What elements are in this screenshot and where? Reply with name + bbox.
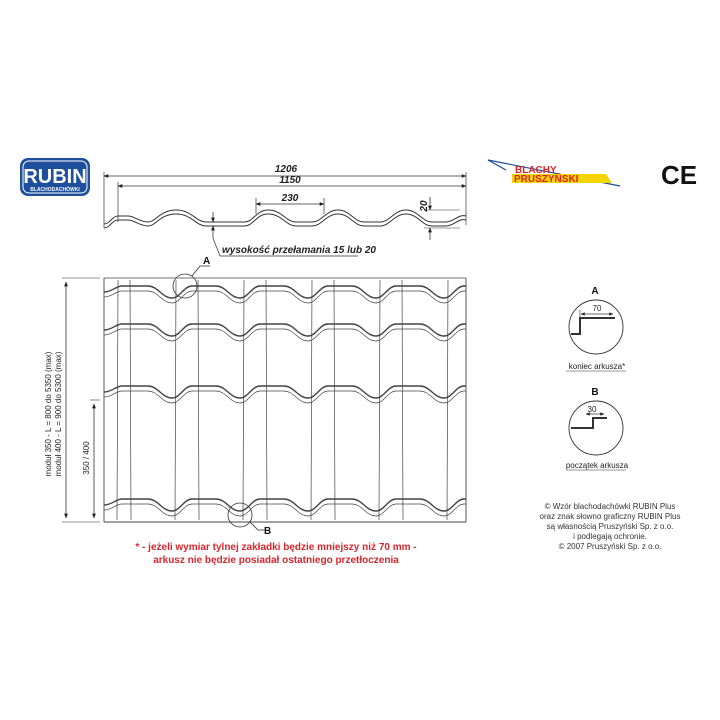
copyright-line-5: © 2007 Pruszyński Sp. z o.o.: [558, 542, 662, 551]
sheet-panel-line: [379, 280, 380, 520]
sheet-panel-line: [447, 280, 448, 520]
detail-a-caption: koniec arkusza*: [568, 362, 626, 371]
sheet-step-row: [104, 324, 466, 336]
copyright-line-3: są własnością Pruszyński Sp. z o.o.: [546, 522, 674, 531]
sheet-panel-line: [266, 280, 267, 520]
rubin-logo: [20, 158, 90, 196]
module-dim: 350 / 400: [82, 441, 91, 475]
dim-1150: 1150: [279, 175, 301, 186]
note-line-2: arkusz nie będzie posiadał ostatniego przetłoczenia: [153, 555, 399, 566]
copyright-line-1: © Wzór blachodachówki RUBIN Plus: [544, 502, 676, 511]
detail-b-letter: B: [591, 387, 599, 398]
detail-a-letter: A: [591, 286, 599, 297]
sheet-step-row-shadow: [104, 504, 466, 516]
brand-line2: PRUSZYŃSKI: [514, 174, 579, 185]
marker-a-callout: [173, 266, 210, 298]
sheet-step-row-shadow: [104, 291, 466, 303]
sheet-dimensions: [62, 278, 100, 522]
sheet-panel-line: [130, 280, 131, 520]
dim-1206: 1206: [274, 164, 298, 175]
sheet-panel-line: [198, 280, 199, 520]
sheet-panel-line: [117, 280, 118, 520]
copyright-line-2: oraz znak słowno graficzny RUBIN Plus: [539, 512, 681, 521]
sheet-step-row-shadow: [104, 391, 466, 403]
sheet-panel-line: [311, 280, 312, 520]
dim-20: 20: [419, 200, 430, 212]
copyright-line-4: i podlegają ochronie.: [573, 532, 647, 541]
sheet-panel-line: [402, 280, 403, 520]
sheet-panel-line: [243, 280, 244, 520]
detail-b-dim: 30: [587, 405, 597, 414]
side-label-2: moduł 400 - L = 900 do 5300 (max): [54, 351, 63, 477]
sheet-step-row: [104, 499, 466, 511]
note-line-1: * - jeżeli wymiar tylnej zakładki będzie mniejszy niż 70 mm -: [135, 542, 417, 553]
detail-a-dim: 70: [592, 304, 602, 313]
logo-name: RUBIN: [23, 166, 87, 188]
side-label-1: moduł 350 - L = 800 do 5350 (max): [44, 351, 53, 477]
dim-230: 230: [281, 193, 299, 204]
marker-a: A: [203, 256, 211, 267]
logo-subtitle: BLACHODACHÓWKI: [30, 187, 80, 193]
sheet-panel-line: [175, 280, 176, 520]
break-height-note: wysokość przełamania 15 lub 20: [222, 245, 376, 256]
ce-mark: CE: [660, 160, 698, 190]
sheet-step-row-shadow: [104, 329, 466, 341]
profile-wave-top: [104, 210, 466, 224]
marker-b: B: [264, 526, 272, 537]
pruszynski-logo: [488, 160, 620, 186]
brand-line1: BLACHY: [515, 165, 557, 176]
sheet-step-row: [104, 386, 466, 398]
sheet-step-row: [104, 286, 466, 298]
roof-sheet: [104, 278, 466, 522]
detail-b-caption: początek arkusza: [565, 461, 629, 470]
sheet-panel-line: [334, 280, 335, 520]
